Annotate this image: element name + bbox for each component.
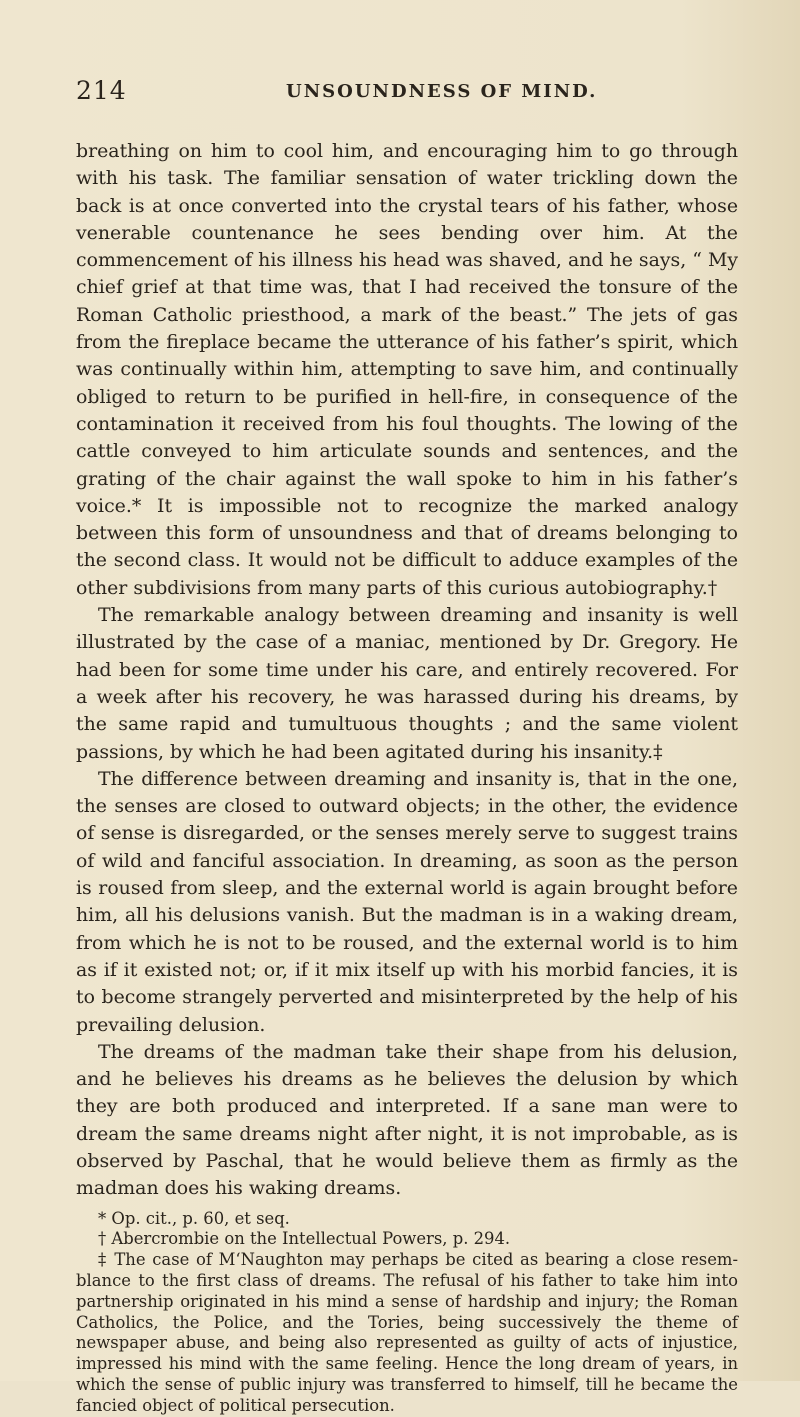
footnote-2: † Abercrombie on the Intellectual Powers, p. 294.	[98, 1229, 511, 1249]
running-head	[76, 76, 738, 106]
footnote-3: ‡ The case of M‘Naughton may perhaps be cited as bearing a close resemblance to the first class of dreams. The refusal of his father to take him into partnership originated in his mind a sense of hardship and injury; the Roman Catholics, the Police, and the Tories, being successively the theme of newspaper abuse, and being also represented as guilty of acts of injustice, impressed his mind with the same feeling. Hence the long dream of years, in which the sense of public injury was transferred to himself, till he became the fancied object of political persecution.	[76, 1250, 738, 1415]
paragraph-4: The dreams of the madman take their shape from his delusion, and he believes his dreams as he believes the delusion by which they are both produced and interpreted. If a sane man were to dream the same dreams night after night, it is not improbable, as is observed by Paschal, that he would believe them as firmly as the madman does his waking dreams.	[76, 1040, 738, 1200]
body-text	[76, 138, 738, 1417]
footnotes	[76, 1209, 738, 1417]
running-title: UNSOUNDNESS OF MIND.	[286, 81, 598, 102]
paragraph-2: The remarkable analogy between dreaming and insanity is well illustrated by the case of a maniac, mentioned by Dr. Gregory. He had been for some time under his care, and entirely recovered. For a week after his recovery, he was harassed during his dreams, by the same rapid and tumultuous thoughts ; and the same violent passions, by which he had been agitated during his insanity.‡	[76, 604, 738, 763]
page-number: 214	[76, 76, 127, 105]
paragraph-3: The difference between dreaming and insanity is, that in the one, the senses are closed to outward objects; in the other, the evidence of sense is disregarded, or the senses merely serve to suggest trains of wild and fanciful association. In dreaming, as soon as the person is roused from sleep, and the external world is again brought before him, all his delusions vanish. But the madman is in a waking dream, from which he is not to be roused, and the external world is to him as if it existed not; or, if it mix itself up with his morbid fancies, it is to become strangely perverted and misinterpreted by the help of his prevailing delusion.	[76, 767, 738, 1036]
footnote-1: * Op. cit., p. 60, et seq.	[98, 1208, 290, 1228]
paragraph-1: breathing on him to cool him, and encouraging him to go through with his task. The familiar sensation of water trickling down the back is at once converted into the crystal tears of his father, whose venerable countenance he sees bending over him. At the commencement of his illness his head was shaved, and he says, “ My chief grief at that time was, that I had received the tonsure of the Roman Catholic priesthood, a mark of the beast.” The jets of gas from the fireplace became the utterance of his father’s spirit, which was continually within him, attempting to save him, and continually obliged to return to be purified in hell-fire, in consequence of the contamination it received from his foul thoughts. The lowing of the cattle conveyed to him articulate sounds and sentences, and the grating of the chair against the wall spoke to him in his father’s voice.* It is impossible not to recognize the marked analogy between this form of unsoundness and that of dreams belonging to the second class. It would not be difficult to adduce examples of the other subdivisions from many parts of this curious autobiography.†	[76, 140, 738, 599]
